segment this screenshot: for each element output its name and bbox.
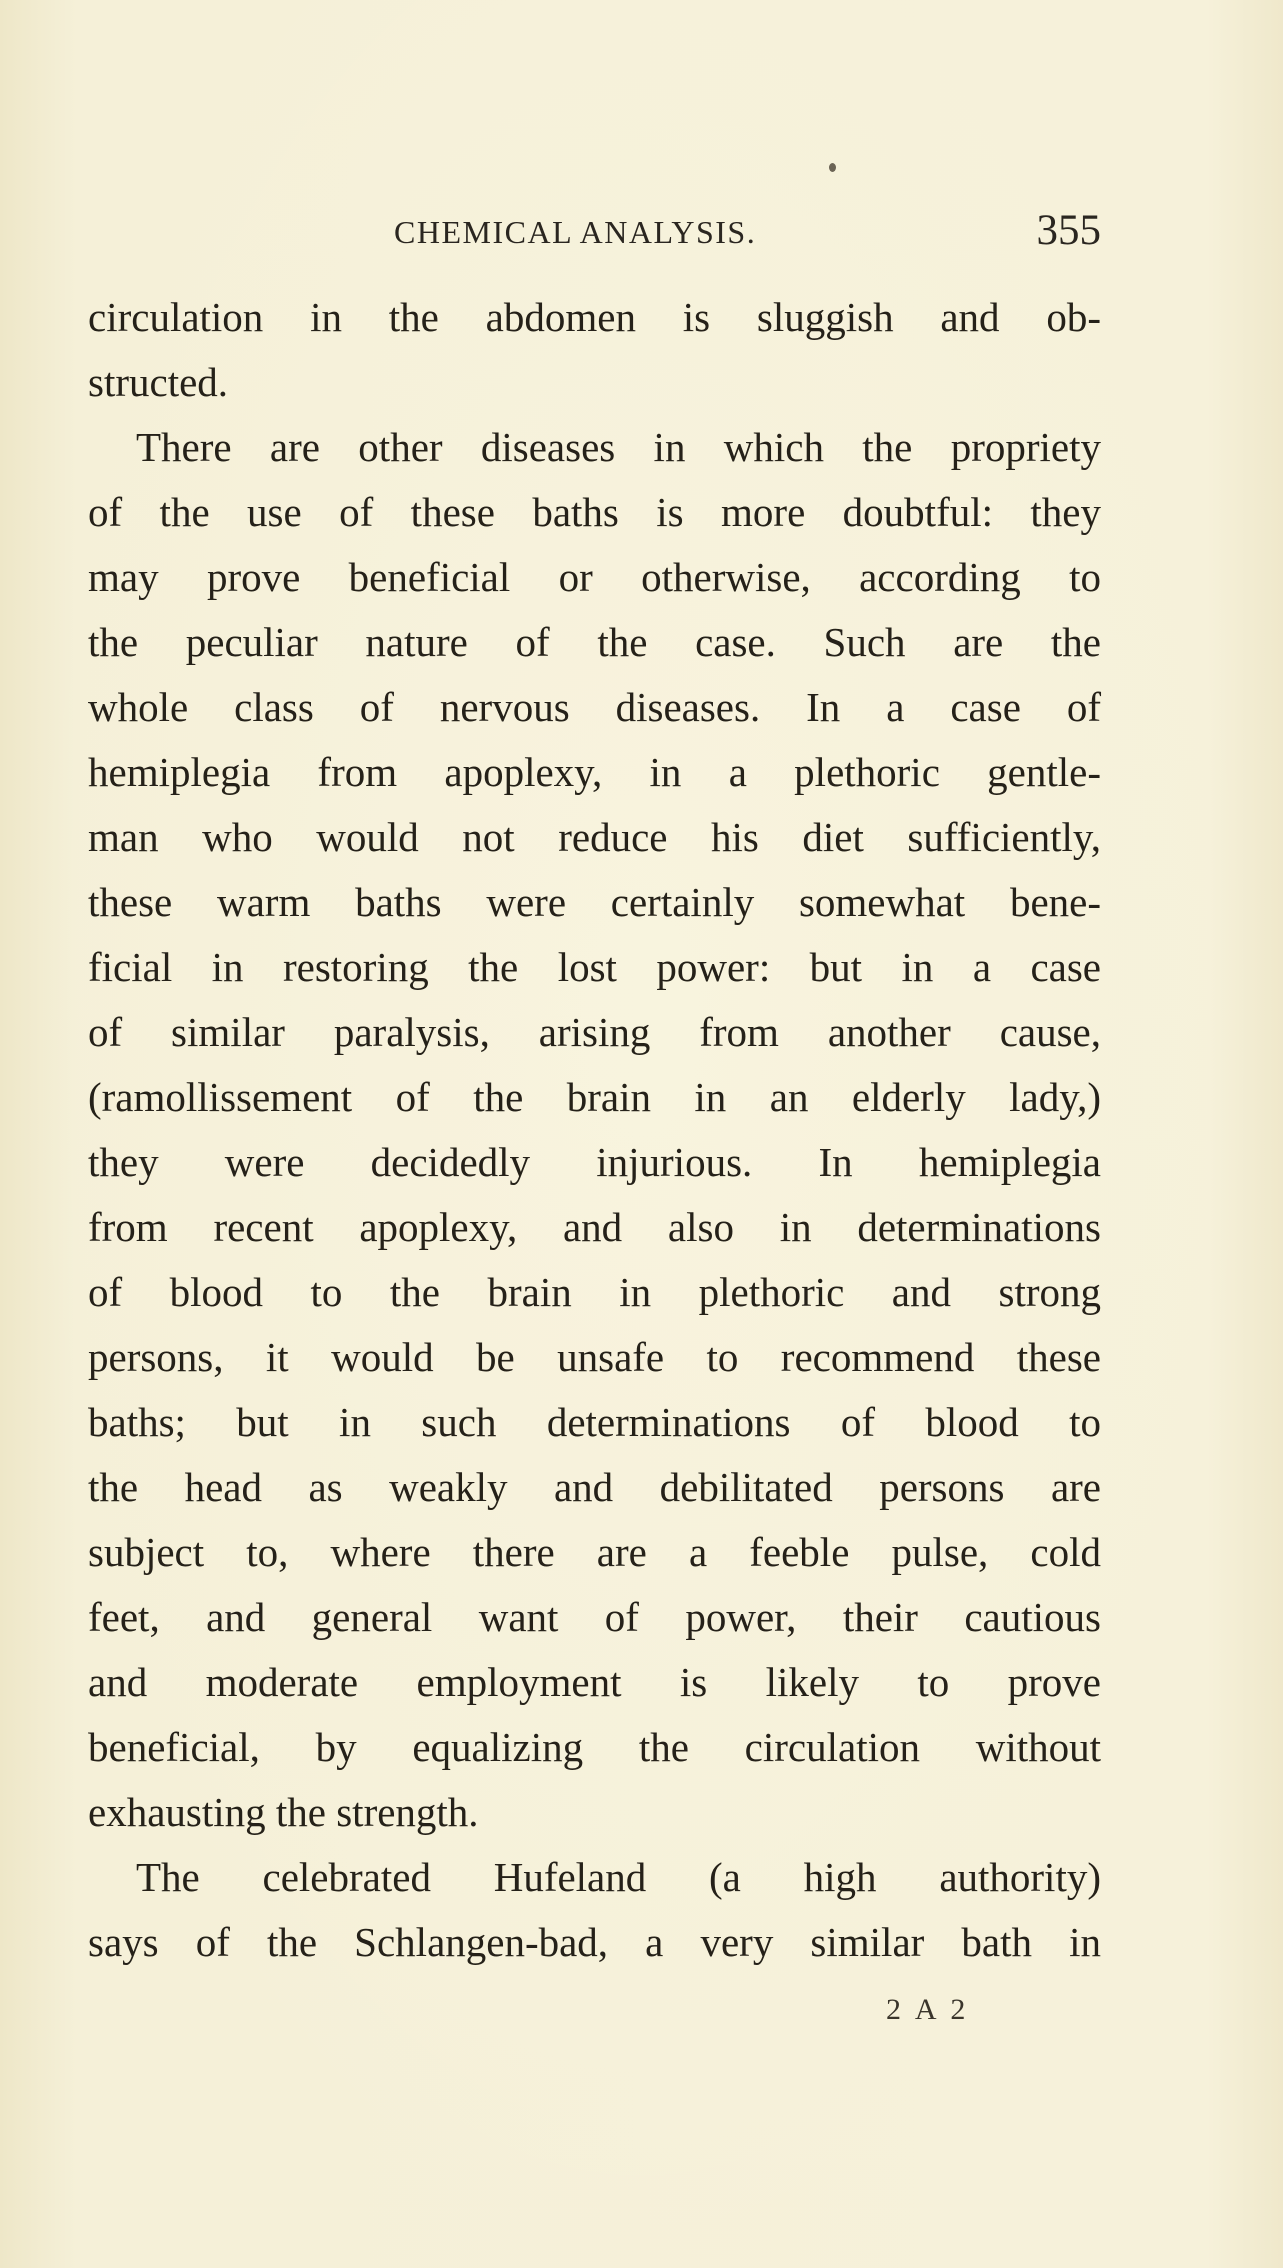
text-line: and moderate employment is likely to prove (88, 1659, 1101, 1705)
text-line: man who would not reduce his diet sufficiently, (88, 814, 1101, 860)
text-line: these warm baths were certainly somewhat bene- (88, 879, 1101, 925)
text-line: from recent apoplexy, and also in determinations (88, 1204, 1101, 1250)
text-line: of similar paralysis, arising from another cause, (88, 1009, 1101, 1055)
text-line: says of the Schlangen-bad, a very similar bath in (88, 1919, 1101, 1965)
text-line: beneficial, by equalizing the circulation without (88, 1724, 1101, 1770)
signature-mark: 2 A 2 (886, 1993, 970, 2026)
text-line: ficial in restoring the lost power: but in a case (88, 944, 1101, 990)
text-line: of the use of these baths is more doubtful: they (88, 489, 1101, 535)
page-header (88, 206, 1101, 266)
text-line: exhausting the strength. (88, 1789, 479, 1835)
text-line: of blood to the brain in plethoric and strong (88, 1269, 1101, 1315)
text-line: hemiplegia from apoplexy, in a plethoric gentle- (88, 749, 1101, 795)
text-line: the peculiar nature of the case. Such are the (88, 619, 1101, 665)
text-line: persons, it would be unsafe to recommend these (88, 1334, 1101, 1380)
page-number: 355 (1036, 207, 1101, 254)
text-line: The celebrated Hufeland (a high authority) (136, 1854, 1101, 1900)
text-line: baths; but in such determinations of blood to (88, 1399, 1101, 1445)
text-line: the head as weakly and debilitated persons are (88, 1464, 1101, 1510)
text-line: subject to, where there are a feeble pulse, cold (88, 1529, 1101, 1575)
text-line: (ramollissement of the brain in an elderly lady,) (88, 1074, 1101, 1120)
running-title: CHEMICAL ANALYSIS. (394, 214, 757, 250)
text-line: whole class of nervous diseases. In a case of (88, 684, 1101, 730)
text-line: circulation in the abdomen is sluggish and ob- (88, 294, 1101, 340)
text-line: structed. (88, 359, 229, 405)
text-line: feet, and general want of power, their cautious (88, 1594, 1101, 1640)
ink-speck (829, 163, 836, 172)
text-line: may prove beneficial or otherwise, according to (88, 554, 1101, 600)
text-line: There are other diseases in which the propriety (136, 424, 1101, 470)
text-line: they were decidedly injurious. In hemiplegia (88, 1139, 1101, 1185)
body-text (88, 285, 1101, 1975)
